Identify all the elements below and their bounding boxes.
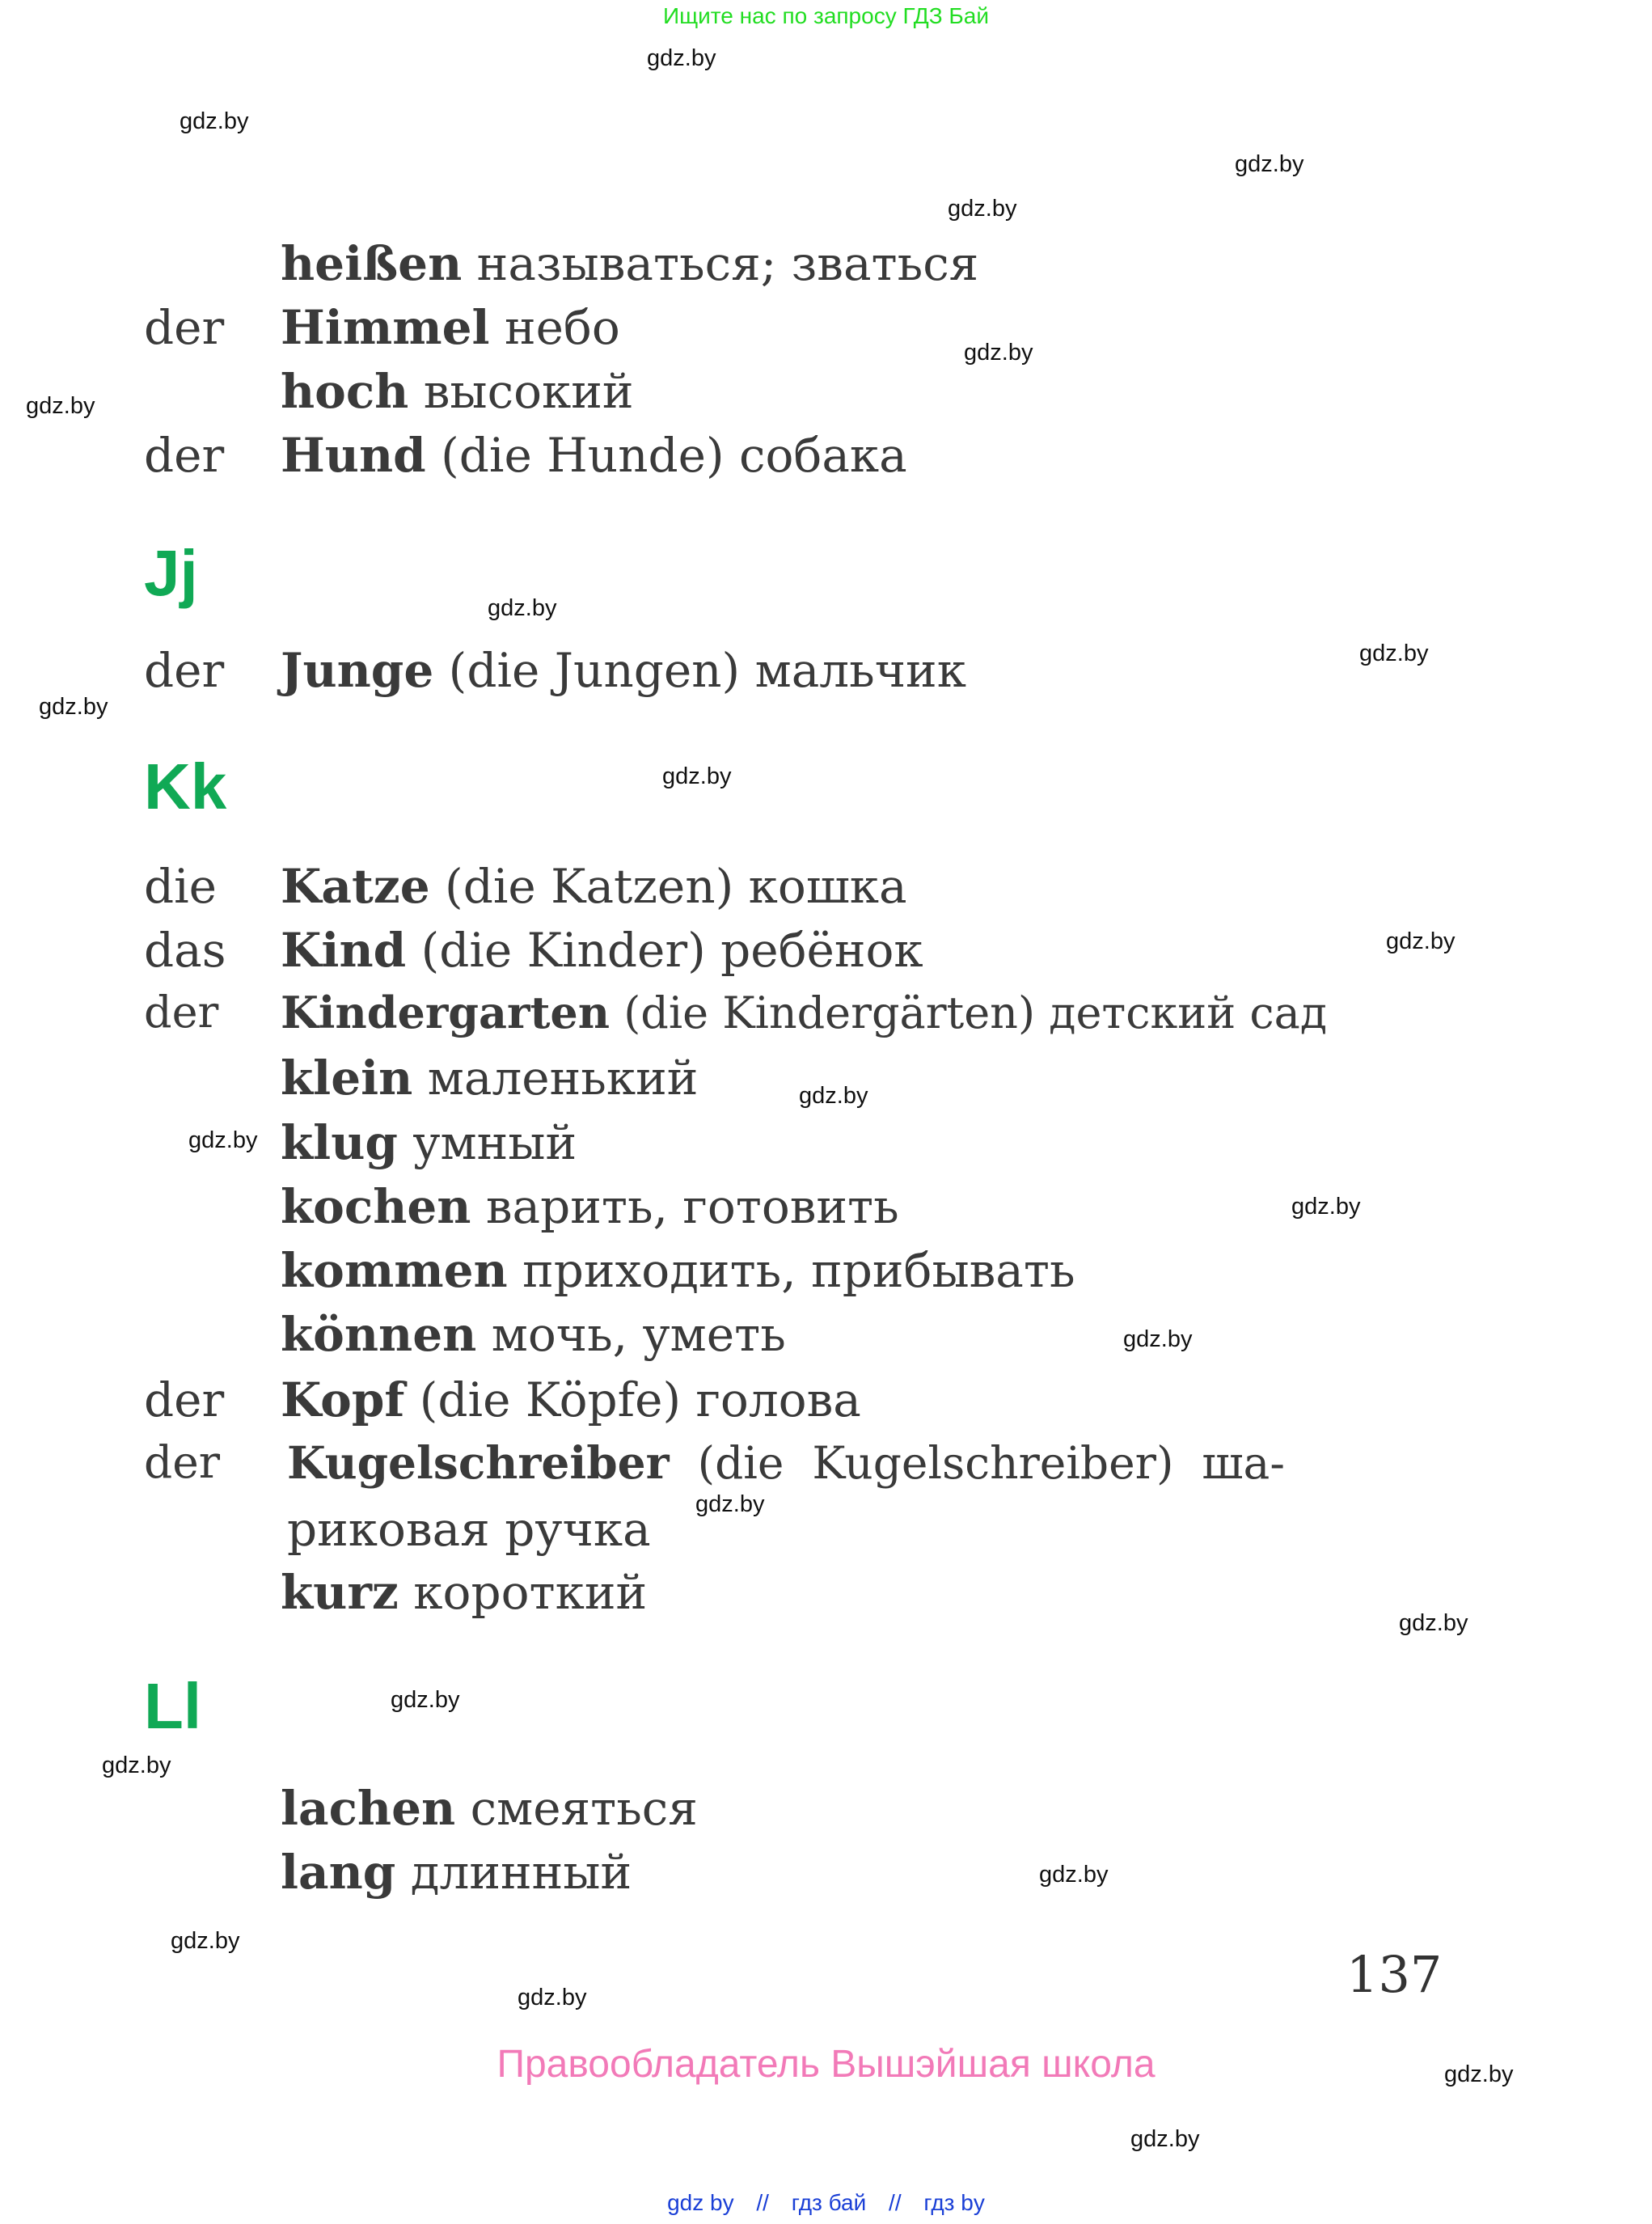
headword: Junge — [281, 643, 434, 698]
translation: варить, готовить — [471, 1179, 899, 1234]
entry-lachen — [0, 1781, 1652, 1837]
watermark: gdz.by — [188, 1127, 258, 1153]
footer-link-gdz-bai[interactable]: гдз бай — [791, 2190, 867, 2215]
translation: длинный — [395, 1845, 632, 1900]
translation: (die Kinder) ребёнок — [406, 923, 923, 978]
translation: небо — [489, 300, 620, 355]
headword: lang — [281, 1845, 396, 1900]
watermark: gdz.by — [1039, 1862, 1109, 1888]
headword: Kugelschreiber — [287, 1436, 670, 1489]
headword: kurz — [281, 1565, 399, 1620]
watermark: gdz.by — [171, 1928, 240, 1954]
watermark: gdz.by — [948, 196, 1017, 222]
translation: маленький — [412, 1051, 699, 1106]
watermark: gdz.by — [39, 694, 108, 720]
translation: (die Kindergärten) детский сад — [610, 987, 1328, 1038]
entry-koennen — [0, 1307, 1652, 1364]
entry-kopf — [0, 1372, 1652, 1429]
watermark: gdz.by — [518, 1985, 587, 2010]
footer-links — [0, 2190, 1652, 2216]
entry-junge — [0, 643, 1652, 700]
entry-heissen — [0, 236, 1652, 293]
entry-lang — [0, 1845, 1652, 1901]
headword: können — [281, 1307, 477, 1362]
watermark: gdz.by — [695, 1491, 765, 1517]
translation: (die Jungen) мальчик — [433, 643, 966, 698]
headword: Hund — [281, 428, 426, 483]
entry-kindergarten — [0, 987, 1652, 1043]
footer-separator: // — [889, 2190, 902, 2215]
headword: klein — [281, 1051, 413, 1106]
watermark: gdz.by — [647, 45, 716, 71]
entry-kugelschreiber — [0, 1436, 1652, 1493]
translation: смеяться — [455, 1781, 698, 1836]
section-heading-l: Ll — [144, 1670, 202, 1742]
watermark: gdz.by — [1359, 641, 1429, 666]
translation: (die Kugelschreiber) ша- — [669, 1437, 1285, 1489]
page-number: 137 — [1346, 1945, 1443, 2004]
article: die — [144, 859, 218, 914]
article: der — [144, 1372, 225, 1427]
headword: hoch — [281, 364, 409, 419]
watermark: gdz.by — [1399, 1610, 1468, 1636]
translation: называться; зваться — [462, 236, 979, 291]
translation: высокий — [408, 364, 634, 419]
footer-link-gdz-by[interactable]: gdz by — [667, 2190, 734, 2215]
entry-klein — [0, 1051, 1652, 1107]
search-banner: Ищите нас по запросу ГДЗ Бай — [662, 3, 990, 28]
translation: (die Katzen) кошка — [429, 859, 907, 914]
footer-link-gdz-by-cyr[interactable]: гдз by — [923, 2190, 985, 2215]
watermark: gdz.by — [1386, 928, 1456, 954]
watermark: gdz.by — [1130, 2126, 1200, 2152]
entry-himmel — [0, 300, 1652, 357]
headword: lachen — [281, 1781, 456, 1836]
watermark: gdz.by — [1123, 1326, 1193, 1352]
watermark: gdz.by — [1444, 2061, 1514, 2087]
watermark: gdz.by — [662, 763, 732, 789]
watermark: gdz.by — [391, 1687, 460, 1713]
entry-hoch — [0, 364, 1652, 421]
watermark: gdz.by — [26, 393, 95, 419]
translation: приходить, прибывать — [507, 1243, 1075, 1298]
watermark: gdz.by — [180, 108, 249, 134]
entry-kugelschreiber-cont — [0, 1502, 1652, 1558]
article: der — [144, 987, 219, 1038]
article: der — [144, 428, 225, 483]
entry-kommen — [0, 1243, 1652, 1300]
watermark: gdz.by — [1291, 1194, 1361, 1220]
headword: Kind — [281, 923, 407, 978]
entry-kind — [0, 923, 1652, 979]
watermark: gdz.by — [1235, 151, 1304, 177]
headword: kommen — [281, 1243, 508, 1298]
watermark: gdz.by — [102, 1753, 171, 1778]
headword: Kindergarten — [281, 987, 611, 1038]
rights-holder-notice: Правообладатель Вышэйшая школа — [496, 2043, 1156, 2086]
entry-klug — [0, 1115, 1652, 1172]
translation: мочь, уметь — [476, 1307, 786, 1362]
section-heading-k: Kk — [144, 750, 227, 822]
translation: (die Köpfe) голова — [404, 1372, 861, 1427]
entry-kurz — [0, 1565, 1652, 1621]
article: der — [144, 643, 225, 698]
translation: (die Hunde) собака — [425, 428, 907, 483]
translation: короткий — [398, 1565, 648, 1620]
watermark: gdz.by — [799, 1083, 868, 1109]
entry-hund — [0, 428, 1652, 484]
entry-kochen — [0, 1179, 1652, 1236]
headword: klug — [281, 1115, 398, 1170]
headword: Kopf — [281, 1372, 405, 1427]
headword: heißen — [281, 236, 463, 291]
watermark: gdz.by — [488, 595, 557, 621]
headword: Himmel — [281, 300, 490, 355]
translation: умный — [397, 1115, 577, 1170]
translation: риковая ручка — [287, 1502, 651, 1557]
footer-separator: // — [756, 2190, 769, 2215]
entry-katze — [0, 859, 1652, 915]
section-heading-j: Jj — [144, 537, 198, 609]
article: der — [144, 1436, 221, 1488]
headword: Katze — [281, 859, 430, 914]
article: das — [144, 923, 226, 978]
watermark: gdz.by — [964, 340, 1033, 366]
article: der — [144, 300, 225, 355]
headword: kochen — [281, 1179, 471, 1234]
